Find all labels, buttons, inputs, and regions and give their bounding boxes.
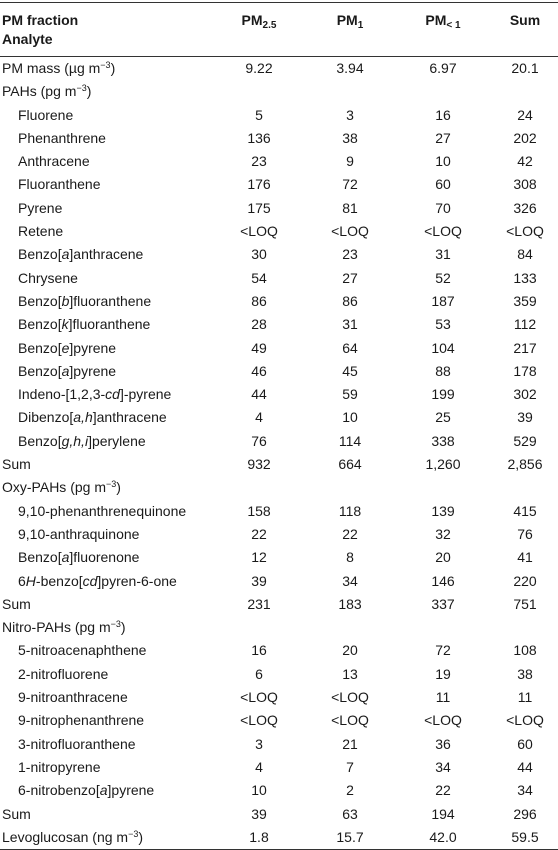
table-row bbox=[0, 290, 558, 313]
value-pm1: 59 bbox=[342, 386, 358, 403]
table-row bbox=[0, 267, 558, 290]
analyte-label: Fluorene bbox=[18, 106, 74, 123]
value-sum: 84 bbox=[517, 246, 533, 263]
value-sum: 38 bbox=[517, 665, 533, 682]
value-pm1: 664 bbox=[338, 456, 362, 473]
table-row bbox=[0, 709, 558, 732]
value-pm25: 30 bbox=[251, 246, 267, 263]
value-sum: 415 bbox=[513, 502, 537, 519]
value-pm1: 183 bbox=[338, 595, 362, 612]
analyte-label: 9-nitroanthracene bbox=[18, 689, 128, 706]
table-row bbox=[0, 220, 558, 243]
value-pm1: 45 bbox=[342, 362, 358, 379]
value-pm25: 76 bbox=[251, 432, 267, 449]
value-pm-lt1: 32 bbox=[435, 525, 451, 542]
analyte-label: Sum bbox=[2, 595, 31, 612]
value-pm1: 20 bbox=[342, 642, 358, 659]
value-pm1 bbox=[306, 476, 394, 499]
value-pm1: 81 bbox=[342, 199, 358, 216]
value-sum: 59.5 bbox=[492, 826, 558, 850]
analyte-label: PAHs (pg $m^{-3}$) bbox=[2, 83, 92, 100]
value-pm25: 39 bbox=[251, 805, 267, 822]
analyte-label: 5-nitroacenaphthene bbox=[18, 642, 147, 659]
table-row bbox=[0, 337, 558, 360]
value-pm1: 64 bbox=[342, 339, 358, 356]
value-pm25 bbox=[212, 616, 306, 639]
analyte-label: 1-nitropyrene bbox=[18, 758, 101, 775]
value-sum: 34 bbox=[517, 782, 533, 799]
analyte-label: Benzo[a]fluorenone bbox=[18, 549, 140, 566]
table-row bbox=[0, 127, 558, 150]
value-pm25: 158 bbox=[247, 502, 271, 519]
value-pm-lt1: 36 bbox=[435, 735, 451, 752]
table-row bbox=[0, 243, 558, 266]
table-row bbox=[0, 80, 558, 103]
table-row bbox=[0, 313, 558, 336]
value-pm1: 7 bbox=[346, 758, 354, 775]
value-pm1: 9 bbox=[346, 153, 354, 170]
value-pm1: 86 bbox=[342, 292, 358, 309]
value-pm25: 6 bbox=[255, 665, 263, 682]
analyte-label: Indeno-[1,2,3-cd]-pyrene bbox=[18, 386, 172, 403]
table-row bbox=[0, 779, 558, 802]
value-pm-lt1: 72 bbox=[435, 642, 451, 659]
table-row bbox=[0, 663, 558, 686]
table-row bbox=[0, 523, 558, 546]
header-pm-fraction: PM fraction bbox=[2, 12, 79, 28]
value-sum bbox=[492, 616, 558, 639]
value-pm25: 16 bbox=[251, 642, 267, 659]
value-pm1: 114 bbox=[338, 432, 362, 449]
analyte-label: Dibenzo[a,h]anthracene bbox=[18, 409, 167, 426]
value-pm1: 38 bbox=[342, 129, 358, 146]
table-row bbox=[0, 173, 558, 196]
value-pm1: 22 bbox=[342, 525, 358, 542]
value-pm-lt1 bbox=[394, 616, 492, 639]
value-pm25: 175 bbox=[247, 199, 271, 216]
value-pm1: 21 bbox=[342, 735, 358, 752]
value-sum: 296 bbox=[513, 805, 537, 822]
value-pm-lt1: 10 bbox=[435, 153, 451, 170]
value-sum: 529 bbox=[513, 432, 537, 449]
value-pm1 bbox=[306, 616, 394, 639]
table-row bbox=[0, 360, 558, 383]
table-row bbox=[0, 686, 558, 709]
analyte-label: Benzo[g,h,i]perylene bbox=[18, 432, 146, 449]
value-pm25: 5 bbox=[255, 106, 263, 123]
value-sum: 112 bbox=[513, 316, 537, 333]
value-pm-lt1: 20 bbox=[435, 549, 451, 566]
value-sum: 20.1 bbox=[511, 60, 539, 76]
value-sum: 133 bbox=[513, 269, 537, 286]
analyte-label: 9-nitrophenanthrene bbox=[18, 712, 145, 729]
value-sum: 217 bbox=[513, 339, 537, 356]
value-pm1: 3 bbox=[346, 106, 354, 123]
value-pm25: 1.8 bbox=[212, 826, 306, 850]
value-pm1: 31 bbox=[342, 316, 358, 333]
table-row bbox=[0, 570, 558, 593]
value-pm-lt1: 187 bbox=[431, 292, 455, 309]
header-pm1: $PM_1$ bbox=[306, 3, 394, 57]
value-pm1: 34 bbox=[342, 572, 358, 589]
value-pm-lt1: 139 bbox=[431, 502, 455, 519]
value-pm1: 27 bbox=[342, 269, 358, 286]
value-pm25: 44 bbox=[251, 386, 267, 403]
header-pm-lt1: $PM_{< 1}$ bbox=[394, 3, 492, 57]
value-pm1: 15.7 bbox=[306, 826, 394, 850]
analyte-label: 2-nitrofluorene bbox=[18, 665, 109, 682]
analyte-label: 6H-benzo[cd]pyren-6-one bbox=[18, 572, 177, 589]
value-sum: 302 bbox=[513, 386, 537, 403]
value-sum: 42 bbox=[517, 153, 533, 170]
value-pm-lt1: 11 bbox=[435, 689, 451, 706]
value-pm-lt1: 52 bbox=[435, 269, 451, 286]
header-sum: Sum bbox=[492, 3, 558, 57]
analyte-label: Oxy-PAHs (pg $m^{-3}$) bbox=[2, 479, 121, 496]
value-pm25: <LOQ bbox=[240, 223, 278, 240]
value-pm-lt1: 34 bbox=[435, 758, 451, 775]
table-row bbox=[0, 150, 558, 173]
analyte-label: 9,10-phenanthrenequinone bbox=[18, 502, 187, 519]
value-pm1: 63 bbox=[342, 805, 358, 822]
value-pm25: 9.22 bbox=[245, 60, 273, 76]
value-pm1: 118 bbox=[338, 502, 362, 519]
value-pm1: 2 bbox=[346, 782, 354, 799]
analyte-label: 9,10-anthraquinone bbox=[18, 525, 140, 542]
value-pm-lt1: 42.0 bbox=[394, 826, 492, 850]
value-pm-lt1 bbox=[394, 80, 492, 103]
value-pm-lt1 bbox=[394, 476, 492, 499]
table-row bbox=[0, 430, 558, 453]
value-pm25: 22 bbox=[251, 525, 267, 542]
value-pm-lt1: 22 bbox=[435, 782, 451, 799]
value-pm1: 13 bbox=[342, 665, 358, 682]
value-pm25 bbox=[212, 80, 306, 103]
value-sum: 76 bbox=[517, 525, 533, 542]
value-pm-lt1: 19 bbox=[435, 665, 451, 682]
table-row bbox=[0, 453, 558, 476]
value-pm25: 12 bbox=[251, 549, 267, 566]
analyte-label: PM mass (µg $m^{-3}$) bbox=[2, 60, 116, 76]
value-pm-lt1: 25 bbox=[435, 409, 451, 426]
value-sum: 202 bbox=[513, 129, 537, 146]
value-pm25: 39 bbox=[251, 572, 267, 589]
analyte-label: Sum bbox=[2, 456, 31, 473]
table-row bbox=[0, 546, 558, 569]
value-sum: 220 bbox=[513, 572, 537, 589]
analyte-label: Nitro-PAHs (pg $m^{-3}$) bbox=[2, 619, 126, 636]
table-row bbox=[0, 593, 558, 616]
analyte-label: Chrysene bbox=[18, 269, 78, 286]
value-pm-lt1: 104 bbox=[431, 339, 455, 356]
value-sum: 308 bbox=[513, 176, 537, 193]
value-pm1: 72 bbox=[342, 176, 358, 193]
value-sum: <LOQ bbox=[506, 223, 544, 240]
value-pm1: <LOQ bbox=[331, 712, 369, 729]
value-pm-lt1: 338 bbox=[431, 432, 455, 449]
analyte-label: Levoglucosan (ng $m^{-3}$) bbox=[0, 826, 212, 850]
value-sum: 108 bbox=[513, 642, 537, 659]
value-pm-lt1: <LOQ bbox=[424, 223, 462, 240]
value-pm25: 136 bbox=[247, 129, 271, 146]
value-pm-lt1: 194 bbox=[431, 805, 455, 822]
analyte-label: Fluoranthene bbox=[18, 176, 101, 193]
value-pm25: <LOQ bbox=[240, 689, 278, 706]
value-pm1: <LOQ bbox=[331, 223, 369, 240]
value-pm25: 28 bbox=[251, 316, 267, 333]
table-row bbox=[0, 406, 558, 429]
value-pm25: 46 bbox=[251, 362, 267, 379]
analyte-label: Sum bbox=[2, 805, 31, 822]
value-pm25: 3 bbox=[255, 735, 263, 752]
value-sum: 39 bbox=[517, 409, 533, 426]
value-pm-lt1: 53 bbox=[435, 316, 451, 333]
table-body bbox=[0, 57, 558, 850]
analyte-label: Pyrene bbox=[18, 199, 63, 216]
value-sum: 41 bbox=[517, 549, 533, 566]
value-sum: 359 bbox=[513, 292, 537, 309]
value-pm25: 932 bbox=[247, 456, 271, 473]
analyte-label: Phenanthrene bbox=[18, 129, 106, 146]
pm-analyte-table bbox=[0, 2, 558, 850]
value-pm25: 54 bbox=[251, 269, 267, 286]
value-pm-lt1: 146 bbox=[431, 572, 455, 589]
table-row bbox=[0, 616, 558, 639]
value-pm25: <LOQ bbox=[240, 712, 278, 729]
table-row bbox=[0, 756, 558, 779]
analyte-label: Benzo[k]fluoranthene bbox=[18, 316, 151, 333]
analyte-label: Anthracene bbox=[18, 153, 90, 170]
value-pm-lt1: <LOQ bbox=[424, 712, 462, 729]
value-pm25: 23 bbox=[251, 153, 267, 170]
value-pm-lt1: 337 bbox=[431, 595, 455, 612]
analyte-label: Benzo[a]anthracene bbox=[18, 246, 144, 263]
header-pm-fraction-analyte bbox=[0, 3, 212, 57]
table-row bbox=[0, 733, 558, 756]
analyte-label: Benzo[e]pyrene bbox=[18, 339, 117, 356]
value-pm1: 10 bbox=[342, 409, 358, 426]
value-pm25: 176 bbox=[247, 176, 271, 193]
value-pm1: <LOQ bbox=[331, 689, 369, 706]
analyte-label: Benzo[a]pyrene bbox=[18, 362, 117, 379]
value-pm1: 23 bbox=[342, 246, 358, 263]
value-pm-lt1: 199 bbox=[431, 386, 455, 403]
value-pm-lt1: 88 bbox=[435, 362, 451, 379]
analyte-label: Retene bbox=[18, 223, 64, 240]
value-sum: 178 bbox=[513, 362, 537, 379]
table-row bbox=[0, 104, 558, 127]
value-pm-lt1: 6.97 bbox=[429, 60, 457, 76]
table-row bbox=[0, 197, 558, 220]
value-pm25: 49 bbox=[251, 339, 267, 356]
value-pm25 bbox=[212, 476, 306, 499]
value-pm25: 86 bbox=[251, 292, 267, 309]
value-sum bbox=[492, 80, 558, 103]
value-sum bbox=[492, 476, 558, 499]
value-pm-lt1: 1,260 bbox=[425, 456, 461, 473]
table-row bbox=[0, 476, 558, 499]
table-row bbox=[0, 803, 558, 826]
value-sum: 11 bbox=[517, 689, 533, 706]
value-pm25: 10 bbox=[251, 782, 267, 799]
value-sum: 60 bbox=[517, 735, 533, 752]
analyte-label: 6-nitrobenzo[a]pyrene bbox=[18, 782, 155, 799]
header-pm25: $PM_{2.5}$ bbox=[212, 3, 306, 57]
table-row bbox=[0, 826, 558, 850]
value-pm-lt1: 60 bbox=[435, 176, 451, 193]
value-pm-lt1: 70 bbox=[435, 199, 451, 216]
value-sum: 24 bbox=[517, 106, 533, 123]
table-row bbox=[0, 639, 558, 662]
table-row bbox=[0, 383, 558, 406]
table-header bbox=[0, 3, 558, 57]
value-pm25: 4 bbox=[255, 758, 263, 775]
value-sum: 2,856 bbox=[507, 456, 543, 473]
value-pm-lt1: 27 bbox=[435, 129, 451, 146]
value-pm25: 231 bbox=[247, 595, 271, 612]
table-row bbox=[0, 57, 558, 81]
value-pm-lt1: 31 bbox=[435, 246, 451, 263]
value-sum: 751 bbox=[513, 595, 537, 612]
value-sum: 44 bbox=[517, 758, 533, 775]
table-row bbox=[0, 500, 558, 523]
value-pm1 bbox=[306, 80, 394, 103]
header-analyte: Analyte bbox=[2, 31, 53, 47]
value-sum: 326 bbox=[513, 199, 537, 216]
analyte-label: 3-nitrofluoranthene bbox=[18, 735, 136, 752]
value-sum: <LOQ bbox=[506, 712, 544, 729]
value-pm-lt1: 16 bbox=[435, 106, 451, 123]
analyte-label: Benzo[b]fluoranthene bbox=[18, 292, 152, 309]
value-pm1: 3.94 bbox=[336, 60, 364, 76]
value-pm25: 4 bbox=[255, 409, 263, 426]
value-pm1: 8 bbox=[346, 549, 354, 566]
